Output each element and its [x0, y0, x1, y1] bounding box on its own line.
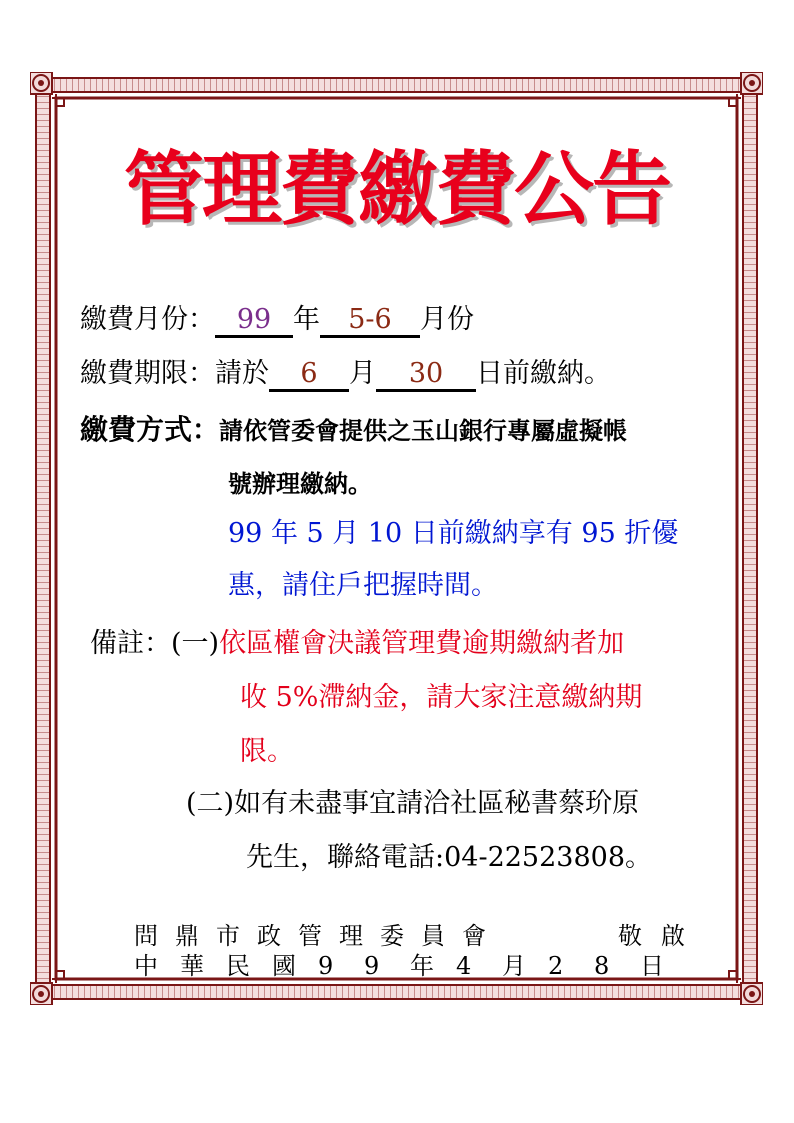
payment-method-line2: 號辦理繳納。: [228, 469, 372, 498]
signature-org-char: 鼎: [175, 922, 199, 950]
signature-organization: [134, 924, 503, 948]
payment-month-label: 繳費月份：: [80, 304, 215, 335]
signature-org-char: 政: [257, 922, 281, 950]
payment-deadline-label: 繳費期限：: [80, 358, 215, 389]
signature-org-char: 理: [339, 922, 363, 950]
note1-line2: 收 5%滯納金，請大家注意繳納期: [240, 682, 643, 713]
deadline-day-value: 30: [376, 360, 476, 392]
signature-date-char: 華: [180, 952, 204, 980]
signature-date-char: 月: [502, 952, 526, 980]
signature-date-char: 4: [456, 952, 472, 980]
signature-date-char: 中: [134, 952, 158, 980]
page-title: 管理費繳費公告: [124, 143, 670, 236]
signature-date-char: 日: [640, 952, 664, 980]
note2-marker: (二): [186, 788, 235, 819]
signature-date-char: 民: [226, 952, 250, 980]
signature-date-char: 2: [548, 952, 564, 980]
signature-date: [134, 954, 686, 978]
payment-method-row: [80, 413, 628, 446]
note2-line2: 先生，聯絡電話:04-22523808。: [246, 842, 653, 873]
deadline-month-unit: 月: [349, 358, 376, 389]
note1-marker: (一): [171, 628, 220, 659]
signature-org-char: 會: [462, 922, 486, 950]
signature-date-char: 9: [318, 952, 334, 980]
signature-date-char: 9: [364, 952, 380, 980]
signature-org-char: 問: [134, 922, 158, 950]
discount-line1: 99 年 5 月 10 日前繳納享有 95 折優: [228, 518, 679, 549]
signature-date-char: 8: [594, 952, 610, 980]
payment-deadline-row: [80, 360, 611, 392]
payment-month-row: [80, 306, 474, 338]
notes-row-2: [186, 790, 639, 817]
notes-row-1: [90, 630, 624, 657]
payment-month-unit: 月份: [420, 304, 474, 335]
signature-respect-char: 啟: [661, 922, 685, 950]
payment-year-value: 99: [215, 306, 293, 338]
signature-org-char: 員: [421, 922, 445, 950]
note2-line1: 如有未盡事宜請洽社區秘書蔡玠原: [234, 788, 640, 819]
payment-method-line1: 請依管委會提供之玉山銀行專屬虛擬帳: [219, 416, 628, 445]
deadline-suffix: 日前繳納。: [476, 358, 611, 389]
notes-label: 備註：: [90, 628, 171, 659]
payment-month-range: 5-6: [320, 306, 420, 338]
payment-method-label: 繳費方式: [80, 413, 193, 446]
payment-deadline-prefix: 請於: [215, 358, 269, 389]
signature-org-char: 管: [298, 922, 322, 950]
payment-method-colon: ：: [192, 415, 220, 446]
signature-org-char: 市: [216, 922, 240, 950]
signature-date-char: 國: [272, 952, 296, 980]
signature-date-char: 年: [410, 952, 434, 980]
payment-year-unit: 年: [293, 304, 320, 335]
deadline-month-value: 6: [269, 360, 349, 392]
discount-line2: 惠，請住戶把握時間。: [228, 570, 498, 601]
signature-org-char: 委: [380, 922, 404, 950]
note1-line3: 限。: [240, 736, 294, 767]
signature-respectfully: [618, 924, 704, 948]
note1-line1: 依區權會決議管理費逾期繳納者加: [219, 628, 625, 659]
signature-respect-char: 敬: [618, 922, 642, 950]
